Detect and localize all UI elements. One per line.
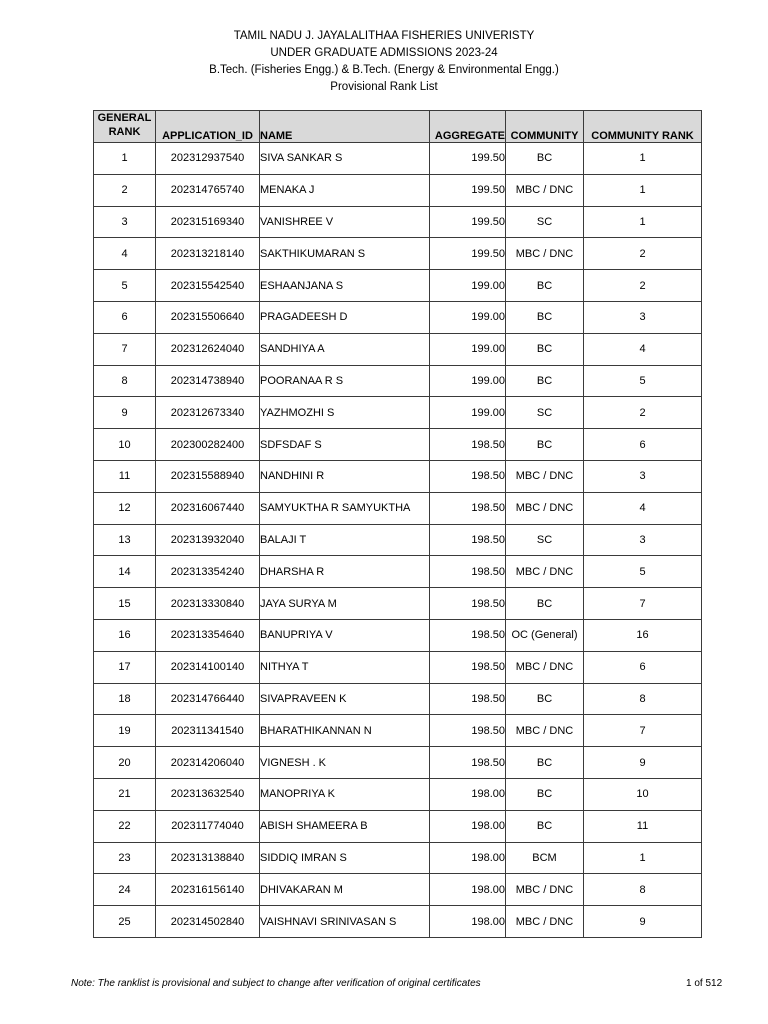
aggregate-cell: 198.50 <box>430 460 506 492</box>
community-rank-cell: 8 <box>584 874 702 906</box>
aggregate-cell: 199.00 <box>430 397 506 429</box>
general-rank-cell: 18 <box>94 683 156 715</box>
application-id-cell: 202311774040 <box>156 810 260 842</box>
general-rank-cell: 5 <box>94 270 156 302</box>
community-cell: MBC / DNC <box>506 492 584 524</box>
column-header-general-rank: GENERAL RANK <box>94 111 156 143</box>
general-rank-cell: 14 <box>94 556 156 588</box>
community-cell: MBC / DNC <box>506 460 584 492</box>
table-row <box>94 810 702 842</box>
general-rank-cell: 9 <box>94 397 156 429</box>
application-id-cell: 202313354640 <box>156 619 260 651</box>
name-cell: POORANAA R S <box>260 365 430 397</box>
name-cell: SDFSDAF S <box>260 429 430 461</box>
general-rank-cell: 10 <box>94 429 156 461</box>
community-cell: MBC / DNC <box>506 715 584 747</box>
general-rank-cell: 16 <box>94 619 156 651</box>
name-cell: VAISHNAVI SRINIVASAN S <box>260 906 430 938</box>
application-id-cell: 202313932040 <box>156 524 260 556</box>
name-cell: BALAJI T <box>260 524 430 556</box>
aggregate-cell: 198.00 <box>430 906 506 938</box>
name-cell: PRAGADEESH D <box>260 301 430 333</box>
community-rank-cell: 6 <box>584 429 702 461</box>
community-cell: BCM <box>506 842 584 874</box>
document-header <box>0 28 768 96</box>
community-rank-cell: 1 <box>584 206 702 238</box>
application-id-cell: 202313218140 <box>156 238 260 270</box>
table-row <box>94 588 702 620</box>
aggregate-cell: 199.00 <box>430 301 506 333</box>
application-id-cell: 202314502840 <box>156 906 260 938</box>
table-row <box>94 429 702 461</box>
application-id-cell: 202312937540 <box>156 143 260 175</box>
university-title: TAMIL NADU J. JAYALALITHAA FISHERIES UNIVERISTY <box>233 30 535 42</box>
name-cell: VANISHREE V <box>260 206 430 238</box>
general-rank-cell: 1 <box>94 143 156 175</box>
name-cell: MANOPRIYA K <box>260 778 430 810</box>
aggregate-cell: 199.00 <box>430 333 506 365</box>
aggregate-cell: 198.50 <box>430 651 506 683</box>
aggregate-cell: 198.50 <box>430 556 506 588</box>
application-id-cell: 202300282400 <box>156 429 260 461</box>
name-cell: SAKTHIKUMARAN S <box>260 238 430 270</box>
community-rank-cell: 4 <box>584 333 702 365</box>
community-cell: BC <box>506 429 584 461</box>
table-row <box>94 556 702 588</box>
column-header-name: NAME <box>260 111 430 143</box>
general-rank-cell: 20 <box>94 747 156 779</box>
community-cell: SC <box>506 524 584 556</box>
community-cell: BC <box>506 747 584 779</box>
aggregate-cell: 199.50 <box>430 206 506 238</box>
community-rank-cell: 1 <box>584 143 702 175</box>
general-rank-cell: 8 <box>94 365 156 397</box>
rank-table <box>93 110 702 938</box>
general-rank-cell: 2 <box>94 174 156 206</box>
community-rank-cell: 4 <box>584 492 702 524</box>
general-rank-cell: 17 <box>94 651 156 683</box>
community-rank-cell: 3 <box>584 301 702 333</box>
community-cell: BC <box>506 588 584 620</box>
page-number: 1 of 512 <box>686 978 723 989</box>
application-id-cell: 202312673340 <box>156 397 260 429</box>
table-row <box>94 270 702 302</box>
community-cell: BC <box>506 778 584 810</box>
column-header-application-id: APPLICATION_ID <box>156 111 260 143</box>
aggregate-cell: 198.50 <box>430 588 506 620</box>
table-row <box>94 238 702 270</box>
aggregate-cell: 198.50 <box>430 747 506 779</box>
community-cell: BC <box>506 365 584 397</box>
aggregate-cell: 199.50 <box>430 143 506 175</box>
application-id-cell: 202316067440 <box>156 492 260 524</box>
general-rank-cell: 11 <box>94 460 156 492</box>
name-cell: ABISH SHAMEERA B <box>260 810 430 842</box>
general-rank-cell: 22 <box>94 810 156 842</box>
aggregate-cell: 198.50 <box>430 492 506 524</box>
aggregate-cell: 199.50 <box>430 238 506 270</box>
table-row <box>94 619 702 651</box>
table-row <box>94 747 702 779</box>
aggregate-cell: 198.00 <box>430 842 506 874</box>
application-id-cell: 202315169340 <box>156 206 260 238</box>
application-id-cell: 202315506640 <box>156 301 260 333</box>
table-row <box>94 206 702 238</box>
community-rank-cell: 16 <box>584 619 702 651</box>
community-rank-cell: 11 <box>584 810 702 842</box>
community-rank-cell: 3 <box>584 524 702 556</box>
table-row <box>94 874 702 906</box>
table-row <box>94 174 702 206</box>
aggregate-cell: 198.50 <box>430 429 506 461</box>
name-cell: SIDDIQ IMRAN S <box>260 842 430 874</box>
general-rank-cell: 21 <box>94 778 156 810</box>
name-cell: SIVAPRAVEEN K <box>260 683 430 715</box>
table-row <box>94 651 702 683</box>
community-cell: MBC / DNC <box>506 174 584 206</box>
name-cell: BHARATHIKANNAN N <box>260 715 430 747</box>
application-id-cell: 202313632540 <box>156 778 260 810</box>
community-rank-cell: 2 <box>584 238 702 270</box>
general-rank-cell: 23 <box>94 842 156 874</box>
footer-note: Note: The ranklist is provisional and subject to change after verification of original certificates <box>71 978 481 989</box>
column-header-aggregate: AGGREGATE <box>430 111 506 143</box>
community-rank-cell: 7 <box>584 715 702 747</box>
table-row <box>94 143 702 175</box>
community-cell: BC <box>506 810 584 842</box>
application-id-cell: 202314738940 <box>156 365 260 397</box>
aggregate-cell: 198.00 <box>430 810 506 842</box>
name-cell: SAMYUKTHA R SAMYUKTHA <box>260 492 430 524</box>
community-rank-cell: 1 <box>584 842 702 874</box>
general-rank-cell: 12 <box>94 492 156 524</box>
community-rank-cell: 7 <box>584 588 702 620</box>
table-header-row <box>94 111 702 143</box>
programme-title: B.Tech. (Fisheries Engg.) & B.Tech. (Energy & Environmental Engg.) <box>209 64 559 76</box>
column-header-community: COMMUNITY <box>506 111 584 143</box>
community-rank-cell: 2 <box>584 397 702 429</box>
table-row <box>94 397 702 429</box>
table-row <box>94 492 702 524</box>
table-row <box>94 715 702 747</box>
general-rank-cell: 19 <box>94 715 156 747</box>
community-cell: SC <box>506 206 584 238</box>
aggregate-cell: 199.50 <box>430 174 506 206</box>
community-cell: OC (General) <box>506 619 584 651</box>
community-cell: SC <box>506 397 584 429</box>
aggregate-cell: 198.50 <box>430 524 506 556</box>
community-cell: BC <box>506 143 584 175</box>
table-row <box>94 524 702 556</box>
table-row <box>94 365 702 397</box>
application-id-cell: 202315588940 <box>156 460 260 492</box>
name-cell: SIVA SANKAR S <box>260 143 430 175</box>
aggregate-cell: 198.00 <box>430 778 506 810</box>
application-id-cell: 202314766440 <box>156 683 260 715</box>
application-id-cell: 202313138840 <box>156 842 260 874</box>
community-rank-cell: 6 <box>584 651 702 683</box>
general-rank-cell: 3 <box>94 206 156 238</box>
name-cell: SANDHIYA A <box>260 333 430 365</box>
column-header-community-rank: COMMUNITY RANK <box>584 111 702 143</box>
table-row <box>94 906 702 938</box>
table-row <box>94 842 702 874</box>
name-cell: VIGNESH . K <box>260 747 430 779</box>
list-title: Provisional Rank List <box>330 81 438 93</box>
aggregate-cell: 199.00 <box>430 365 506 397</box>
rank-table-body <box>94 143 702 938</box>
community-cell: BC <box>506 683 584 715</box>
community-rank-cell: 1 <box>584 174 702 206</box>
name-cell: DHIVAKARAN M <box>260 874 430 906</box>
application-id-cell: 202312624040 <box>156 333 260 365</box>
name-cell: DHARSHA R <box>260 556 430 588</box>
name-cell: ESHAANJANA S <box>260 270 430 302</box>
community-cell: BC <box>506 301 584 333</box>
general-rank-cell: 4 <box>94 238 156 270</box>
name-cell: YAZHMOZHI S <box>260 397 430 429</box>
community-cell: MBC / DNC <box>506 874 584 906</box>
community-cell: MBC / DNC <box>506 238 584 270</box>
application-id-cell: 202315542540 <box>156 270 260 302</box>
general-rank-cell: 6 <box>94 301 156 333</box>
table-row <box>94 333 702 365</box>
name-cell: JAYA SURYA M <box>260 588 430 620</box>
community-rank-cell: 2 <box>584 270 702 302</box>
general-rank-cell: 15 <box>94 588 156 620</box>
application-id-cell: 202314206040 <box>156 747 260 779</box>
community-cell: MBC / DNC <box>506 651 584 683</box>
community-rank-cell: 9 <box>584 906 702 938</box>
aggregate-cell: 198.50 <box>430 715 506 747</box>
general-rank-cell: 7 <box>94 333 156 365</box>
name-cell: NITHYA T <box>260 651 430 683</box>
aggregate-cell: 199.00 <box>430 270 506 302</box>
name-cell: MENAKA J <box>260 174 430 206</box>
application-id-cell: 202314100140 <box>156 651 260 683</box>
aggregate-cell: 198.50 <box>430 619 506 651</box>
table-row <box>94 460 702 492</box>
table-row <box>94 683 702 715</box>
application-id-cell: 202316156140 <box>156 874 260 906</box>
table-row <box>94 778 702 810</box>
general-rank-cell: 24 <box>94 874 156 906</box>
name-cell: NANDHINI R <box>260 460 430 492</box>
aggregate-cell: 198.00 <box>430 874 506 906</box>
application-id-cell: 202314765740 <box>156 174 260 206</box>
community-rank-cell: 5 <box>584 365 702 397</box>
name-cell: BANUPRIYA V <box>260 619 430 651</box>
aggregate-cell: 198.50 <box>430 683 506 715</box>
table-row <box>94 301 702 333</box>
general-rank-cell: 25 <box>94 906 156 938</box>
general-rank-cell: 13 <box>94 524 156 556</box>
community-rank-cell: 3 <box>584 460 702 492</box>
community-rank-cell: 8 <box>584 683 702 715</box>
community-rank-cell: 5 <box>584 556 702 588</box>
community-cell: MBC / DNC <box>506 906 584 938</box>
admissions-subtitle: UNDER GRADUATE ADMISSIONS 2023-24 <box>270 47 498 59</box>
community-cell: MBC / DNC <box>506 556 584 588</box>
application-id-cell: 202311341540 <box>156 715 260 747</box>
community-cell: BC <box>506 333 584 365</box>
community-rank-cell: 9 <box>584 747 702 779</box>
application-id-cell: 202313354240 <box>156 556 260 588</box>
community-cell: BC <box>506 270 584 302</box>
community-rank-cell: 10 <box>584 778 702 810</box>
application-id-cell: 202313330840 <box>156 588 260 620</box>
